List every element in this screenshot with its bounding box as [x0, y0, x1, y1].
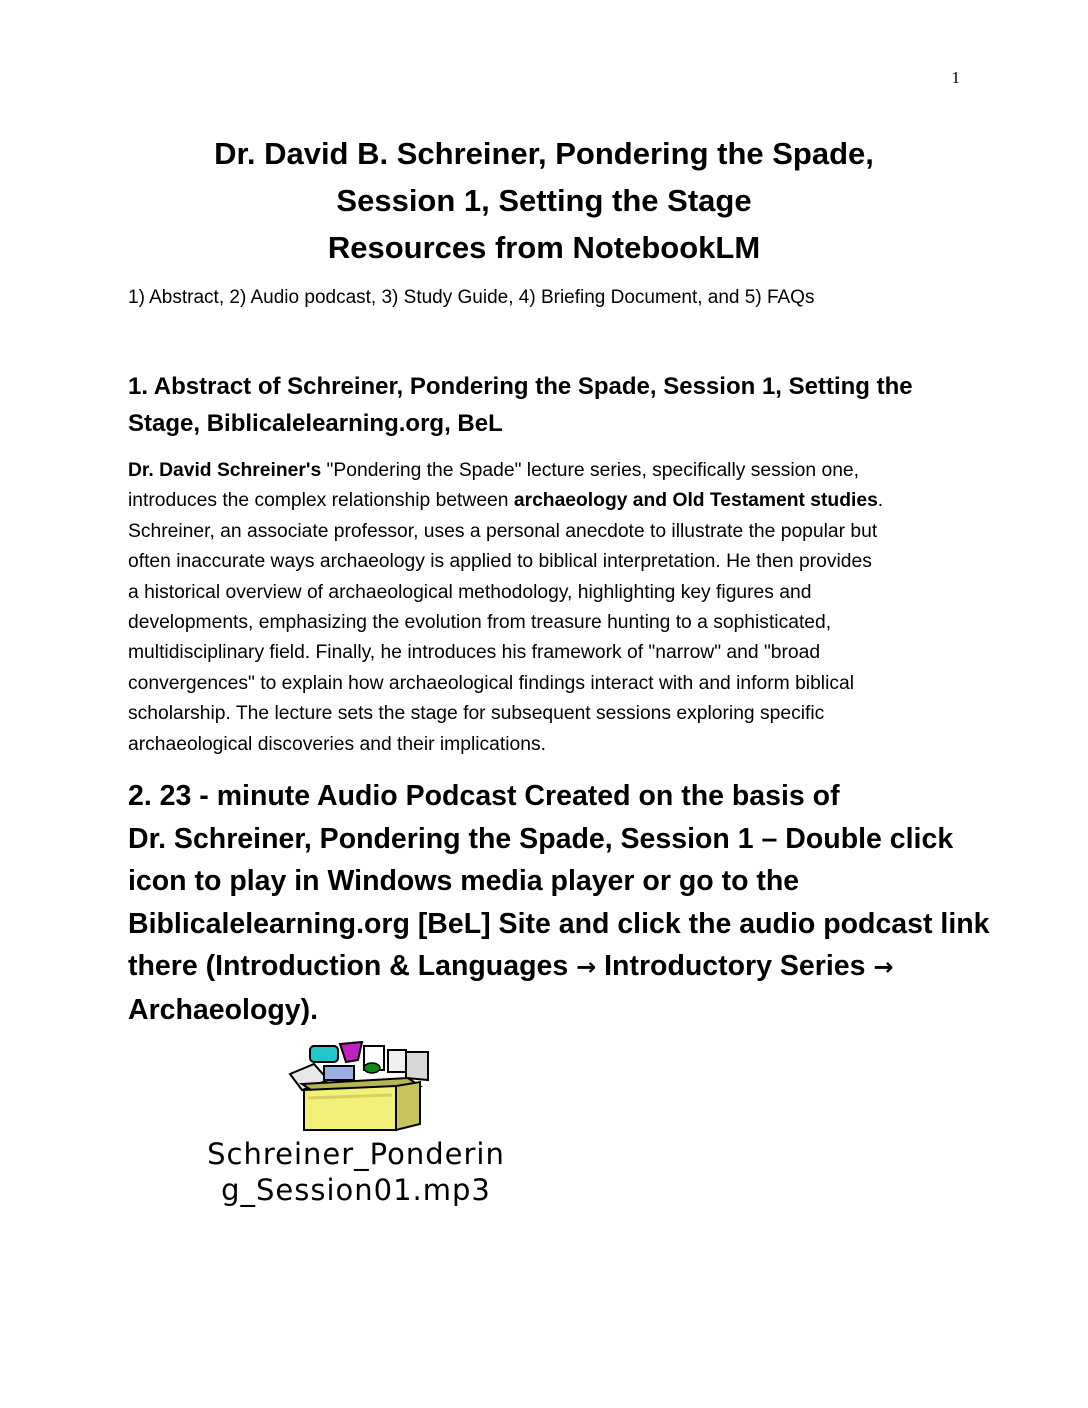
abstract-line: multidisciplinary field. Finally, he introduces his framework of "narrow" and "broad [128, 642, 821, 664]
abstract-text: "Pondering the Spade" lecture series, specifically session one, [321, 460, 859, 481]
abstract-line [128, 486, 968, 516]
abstract-text: . [877, 490, 884, 512]
page-title [0, 130, 1088, 271]
title-line-3: Resources from NotebookLM [327, 230, 761, 265]
breadcrumb-introduction: there (Introduction & Languages [128, 950, 577, 982]
abstract-line: convergences" to explain how archaeological findings interact with and inform biblical [128, 672, 855, 694]
attachment-filename[interactable] [128, 1136, 584, 1208]
abstract-line [128, 456, 968, 486]
attachment-filename-line-2: g_Session01.mp3 [221, 1173, 491, 1207]
table-of-contents: 1) Abstract, 2) Audio podcast, 3) Study Guide, 4) Briefing Document, and 5) FAQs [128, 287, 815, 308]
abstract-heading-line-2: Stage, Biblicalelearning.org, BeL [128, 410, 503, 437]
breadcrumb-introductory-series: Introductory Series [596, 950, 874, 982]
title-line-2: Session 1, Setting the Stage [336, 183, 752, 218]
podcast-heading [128, 775, 988, 1031]
package-icon[interactable] [288, 1040, 434, 1132]
abstract-line: scholarship. The lecture sets the stage for subsequent sessions exploring specific [128, 703, 825, 725]
podcast-heading-line [128, 945, 988, 989]
abstract-text: introduces the complex relationship between [128, 490, 514, 512]
abstract-heading-line-1: 1. Abstract of Schreiner, Pondering the Spade, Session 1, Setting the [128, 373, 913, 400]
abstract-emphasis: archaeology and Old Testament studies [513, 490, 878, 512]
podcast-heading-line: icon to play in Windows media player or go to the [128, 865, 800, 897]
abstract-line: Schreiner, an associate professor, uses a personal anecdote to illustrate the popular but [128, 520, 878, 542]
attachment-filename-line-1: Schreiner_Ponderin [207, 1137, 505, 1171]
breadcrumb-archaeology: Archaeology). [128, 993, 319, 1026]
podcast-heading-line: 2. 23 - minute Audio Podcast Created on the basis of [128, 780, 840, 812]
podcast-heading-line: Dr. Schreiner, Pondering the Spade, Session 1 – Double click [128, 822, 954, 855]
abstract-author-name: Dr. David Schreiner's [128, 460, 322, 481]
abstract-line: often inaccurate ways archaeology is applied to biblical interpretation. He then provides [128, 551, 872, 573]
podcast-heading-line: Biblicalelearning.org [BeL] Site and click the audio podcast link [128, 907, 990, 940]
title-line-1: Dr. David B. Schreiner, Pondering the Spade, [214, 136, 874, 171]
abstract-line: archaeological discoveries and their implications. [128, 733, 546, 755]
abstract-heading [128, 368, 968, 442]
page-number: 1 [951, 68, 960, 87]
abstract-paragraph [128, 456, 968, 760]
abstract-line: developments, emphasizing the evolution from treasure hunting to a sophisticated, [128, 612, 832, 634]
arrow-right-icon: → [873, 953, 894, 981]
abstract-line: a historical overview of archaeological methodology, highlighting key figures and [128, 581, 812, 603]
arrow-right-icon: → [576, 953, 597, 981]
